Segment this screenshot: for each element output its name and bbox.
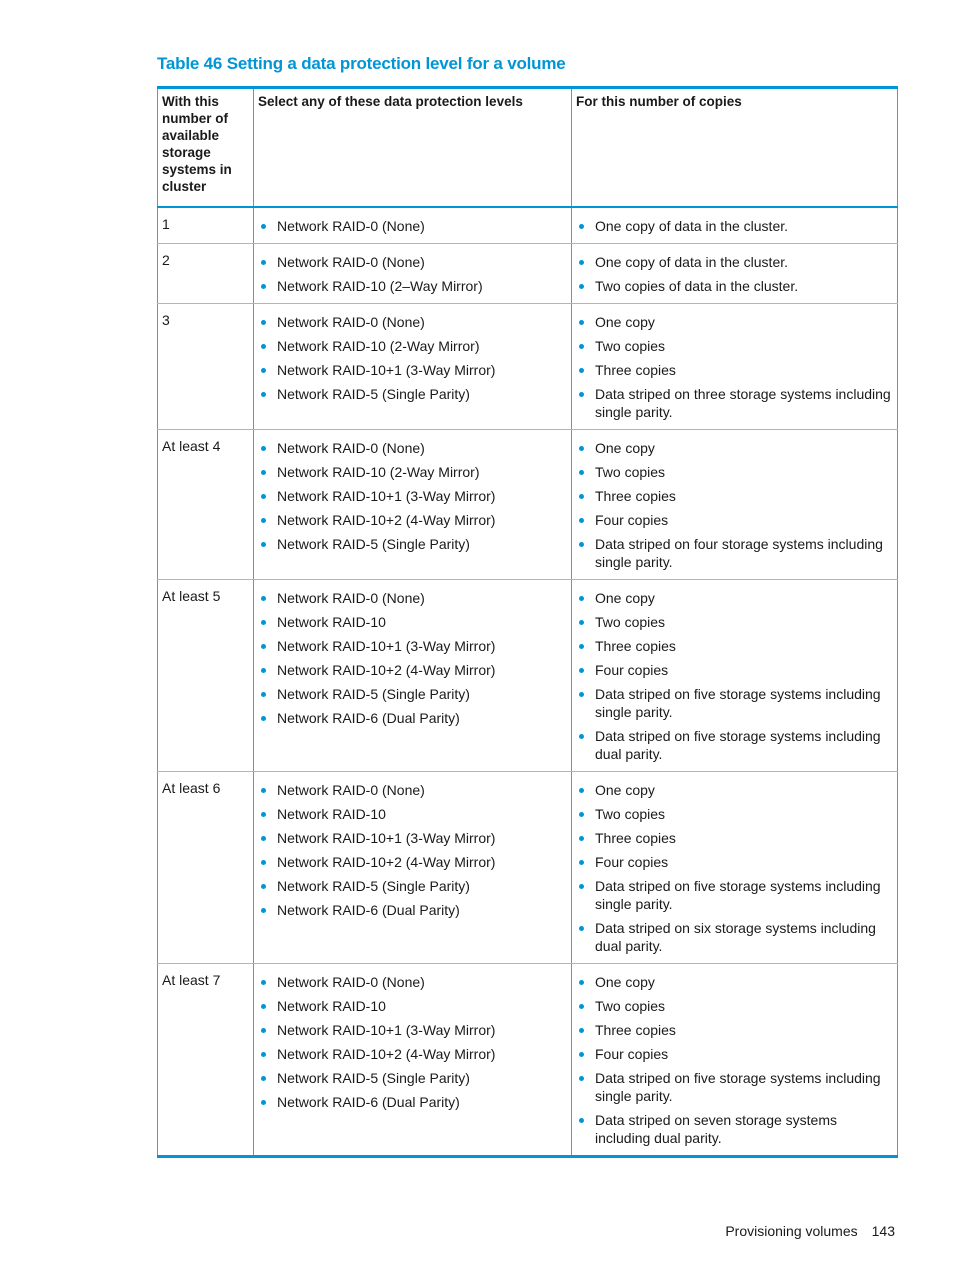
protection-level-item: Network RAID-10+1 (3-Way Mirror) xyxy=(254,829,571,847)
protection-level-item: Network RAID-10+1 (3-Way Mirror) xyxy=(254,637,571,655)
copy-description-item: Four copies xyxy=(572,1045,897,1063)
protection-level-item: Network RAID-6 (Dual Parity) xyxy=(254,1093,571,1111)
table-row xyxy=(158,207,898,244)
protection-level-item: Network RAID-10 (2-Way Mirror) xyxy=(254,463,571,481)
copy-description-item: Three copies xyxy=(572,637,897,655)
page-number: 143 xyxy=(871,1223,895,1239)
table-row xyxy=(158,430,898,580)
table-row xyxy=(158,244,898,304)
copy-description-list xyxy=(572,244,897,303)
protection-level-item: Network RAID-5 (Single Parity) xyxy=(254,1069,571,1087)
copy-description-cell xyxy=(572,207,898,244)
copy-description-item: Data striped on three storage systems including single parity. xyxy=(572,385,897,421)
protection-level-item: Network RAID-10+2 (4-Way Mirror) xyxy=(254,661,571,679)
copy-description-item: Three copies xyxy=(572,361,897,379)
copy-description-item: Three copies xyxy=(572,1021,897,1039)
protection-level-list xyxy=(254,580,571,735)
page-footer xyxy=(725,1223,895,1239)
copy-description-item: Three copies xyxy=(572,829,897,847)
protection-level-item: Network RAID-6 (Dual Parity) xyxy=(254,901,571,919)
protection-level-item: Network RAID-0 (None) xyxy=(254,973,571,991)
header-protection-levels: Select any of these data protection levels xyxy=(254,88,572,208)
copy-description-cell xyxy=(572,964,898,1157)
copy-description-item: Data striped on five storage systems including single parity. xyxy=(572,877,897,913)
protection-level-item: Network RAID-0 (None) xyxy=(254,217,571,235)
copy-description-cell xyxy=(572,772,898,964)
protection-level-list xyxy=(254,964,571,1119)
copy-description-item: Data striped on four storage systems including single parity. xyxy=(572,535,897,571)
storage-system-count: 2 xyxy=(158,244,254,304)
protection-level-item: Network RAID-5 (Single Parity) xyxy=(254,385,571,403)
table-body xyxy=(158,207,898,1157)
protection-level-item: Network RAID-10+2 (4-Way Mirror) xyxy=(254,511,571,529)
copy-description-item: One copy xyxy=(572,313,897,331)
table-row xyxy=(158,964,898,1157)
protection-level-cell xyxy=(254,772,572,964)
protection-level-item: Network RAID-0 (None) xyxy=(254,439,571,457)
copy-description-item: Two copies xyxy=(572,805,897,823)
copy-description-item: One copy of data in the cluster. xyxy=(572,253,897,271)
copy-description-item: Two copies xyxy=(572,463,897,481)
protection-level-cell xyxy=(254,580,572,772)
copy-description-list xyxy=(572,580,897,771)
protection-level-cell xyxy=(254,244,572,304)
copy-description-item: Two copies xyxy=(572,997,897,1015)
protection-level-item: Network RAID-10 xyxy=(254,997,571,1015)
storage-system-count: 3 xyxy=(158,304,254,430)
copy-description-cell xyxy=(572,580,898,772)
copy-description-list xyxy=(572,304,897,429)
protection-level-cell xyxy=(254,964,572,1157)
copy-description-item: Data striped on six storage systems including dual parity. xyxy=(572,919,897,955)
copy-description-list xyxy=(572,430,897,579)
protection-level-item: Network RAID-5 (Single Parity) xyxy=(254,535,571,553)
protection-level-item: Network RAID-10 xyxy=(254,613,571,631)
copy-description-item: One copy xyxy=(572,973,897,991)
copy-description-item: Four copies xyxy=(572,661,897,679)
table-row xyxy=(158,772,898,964)
copy-description-item: Data striped on five storage systems including single parity. xyxy=(572,685,897,721)
protection-level-list xyxy=(254,304,571,411)
copy-description-item: Four copies xyxy=(572,853,897,871)
storage-system-count: At least 5 xyxy=(158,580,254,772)
copy-description-item: Two copies xyxy=(572,337,897,355)
protection-level-list xyxy=(254,208,571,243)
table-row xyxy=(158,580,898,772)
protection-level-list xyxy=(254,244,571,303)
table-header-row xyxy=(158,88,898,208)
copy-description-item: Data striped on seven storage systems including dual parity. xyxy=(572,1111,897,1147)
copy-description-list xyxy=(572,772,897,963)
copy-description-item: One copy of data in the cluster. xyxy=(572,217,897,235)
copy-description-item: Two copies of data in the cluster. xyxy=(572,277,897,295)
header-storage-systems: With this number of available storage systems in cluster xyxy=(158,88,254,208)
copy-description-list xyxy=(572,964,897,1155)
copy-description-item: Data striped on five storage systems including single parity. xyxy=(572,1069,897,1105)
copy-description-item: Data striped on five storage systems including dual parity. xyxy=(572,727,897,763)
copy-description-cell xyxy=(572,304,898,430)
protection-level-list xyxy=(254,772,571,927)
protection-level-item: Network RAID-10+2 (4-Way Mirror) xyxy=(254,1045,571,1063)
copy-description-cell xyxy=(572,430,898,580)
protection-level-cell xyxy=(254,304,572,430)
copy-description-item: Four copies xyxy=(572,511,897,529)
protection-level-item: Network RAID-5 (Single Parity) xyxy=(254,685,571,703)
protection-level-item: Network RAID-6 (Dual Parity) xyxy=(254,709,571,727)
header-copies: For this number of copies xyxy=(572,88,898,208)
copy-description-item: One copy xyxy=(572,439,897,457)
copy-description-cell xyxy=(572,244,898,304)
protection-level-cell xyxy=(254,430,572,580)
storage-system-count: At least 7 xyxy=(158,964,254,1157)
copy-description-item: One copy xyxy=(572,589,897,607)
copy-description-item: One copy xyxy=(572,781,897,799)
table-row xyxy=(158,304,898,430)
copy-description-item: Two copies xyxy=(572,613,897,631)
table-title: Table 46 Setting a data protection level for a volume xyxy=(157,54,566,73)
copy-description-item: Three copies xyxy=(572,487,897,505)
protection-level-item: Network RAID-0 (None) xyxy=(254,313,571,331)
protection-level-item: Network RAID-10 xyxy=(254,805,571,823)
protection-level-item: Network RAID-10+1 (3-Way Mirror) xyxy=(254,487,571,505)
copy-description-list xyxy=(572,208,897,243)
protection-level-item: Network RAID-0 (None) xyxy=(254,781,571,799)
storage-system-count: At least 4 xyxy=(158,430,254,580)
storage-system-count: 1 xyxy=(158,207,254,244)
footer-section-title: Provisioning volumes xyxy=(725,1223,858,1239)
protection-level-item: Network RAID-0 (None) xyxy=(254,253,571,271)
protection-level-item: Network RAID-10 (2-Way Mirror) xyxy=(254,337,571,355)
protection-level-item: Network RAID-10+1 (3-Way Mirror) xyxy=(254,361,571,379)
data-protection-table xyxy=(157,86,898,1158)
protection-level-item: Network RAID-10+2 (4-Way Mirror) xyxy=(254,853,571,871)
protection-level-cell xyxy=(254,207,572,244)
protection-level-item: Network RAID-10+1 (3-Way Mirror) xyxy=(254,1021,571,1039)
protection-level-item: Network RAID-0 (None) xyxy=(254,589,571,607)
protection-level-list xyxy=(254,430,571,561)
protection-level-item: Network RAID-10 (2–Way Mirror) xyxy=(254,277,571,295)
protection-level-item: Network RAID-5 (Single Parity) xyxy=(254,877,571,895)
storage-system-count: At least 6 xyxy=(158,772,254,964)
